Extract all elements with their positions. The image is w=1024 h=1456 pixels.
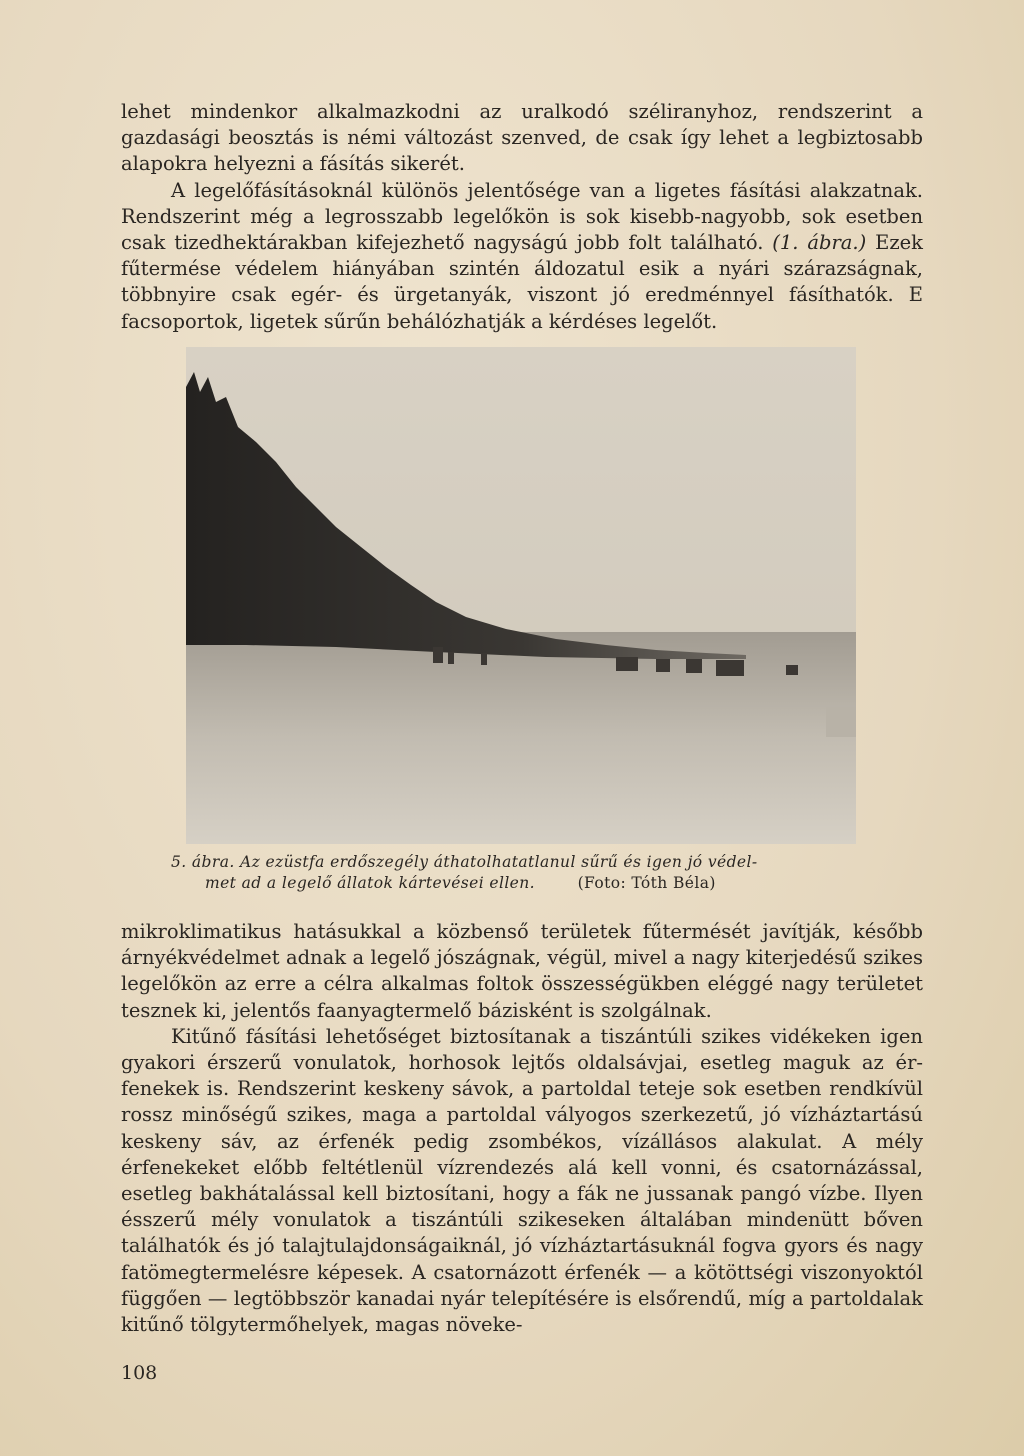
forest-edge-photo	[186, 347, 856, 844]
animal	[481, 653, 487, 665]
bottom-text-block	[121, 919, 923, 1338]
paragraph-continuation: lehet mindenkor alkalmazkodni az uralkodó széliranyhoz, rendszerint a gazdasági beosztás is némi változást szenved, de csak így lehet a legbiztosabb alapokra helyezni a fásítás sikerét.	[121, 100, 923, 176]
animal	[686, 659, 702, 673]
figure-photo	[186, 347, 856, 844]
figure-reference: (1. ábra.)	[772, 231, 867, 255]
figure-caption	[171, 852, 891, 894]
page-number: 108	[121, 1362, 158, 1384]
animal	[656, 659, 670, 672]
paragraph-mikroklimatikus: mikroklimatikus hatásukkal a közbenső területek fűtermését javítják, később árnyékvédelmet adnak a legelő jószágnak, végül, mivel a nagy kiterjedésű szikes legelőkön az erre a célra alkalmas foltok összességükben eléggé nagy területet tesznek ki, jelentős faanyagtermelő bázisként is szolgálnak.	[121, 920, 923, 1022]
animal	[448, 652, 454, 664]
paragraph-ligetes	[121, 178, 923, 335]
caption-text-1: Az ezüstfa erdőszegély áthatolhatatlanul sűrű és igen jó védel-	[239, 853, 758, 871]
animal	[786, 665, 798, 675]
animal	[433, 647, 443, 663]
paragraph-kituno: Kitűnő fásítási lehetőséget biztosítanak a tiszántúli szikes vidékeken igen gyakori érszerű vonulatok, horhosok lejtős oldalsávjai, esetleg maguk az ér-fenekek is. Rendszerint keskeny sávok, a partoldal teteje sok esetben rendkívül rossz minőségű szikes, maga a partoldal vályogos szerkezetű, jó vízháztartású keskeny sáv, az érfenék pedig zsombékos, vízállásos alakulat. A mély érfenekeket előbb feltétlenül vízrendezés alá kell vonni, és csatornázással, esetleg bakhátalással kell biztosítani, hogy a fák ne jussanak pangó vízbe. Ilyen ésszerű mély vonulatok a tiszántúli szikeseken általában mindenütt bőven találhatók és jó talajtulajdonságaiknál, jó vízháztartásuknál fogva gyors és nagy fatömegtermelésre képesek. A csatornázott érfenék — a kötöttségi viszonyoktól függően — legtöbbször kanadai nyár telepítésére is elsőrendű, míg a partoldalak kitűnő tölgytermőhelyek, magas növeke-	[121, 1024, 923, 1337]
top-text-block	[121, 99, 923, 335]
animal	[616, 657, 638, 671]
photo-credit: (Foto: Tóth Béla)	[577, 874, 716, 892]
caption-line-1	[171, 852, 891, 873]
paragraph-ligetes-text: A legelőfásításoknál különös jelentősége van a ligetes fásítási alakzatnak. Rendszerint még a legrosszabb legelőkön is sok kisebb-nagyobb, sok esetben csak tizedhektárakban kifejezhető nagyságú jobb folt található.	[121, 178, 923, 255]
caption-line-2	[171, 873, 891, 894]
caption-text-2: met ad a legelő állatok kártevései ellen.	[205, 874, 535, 892]
pasture-ground	[186, 632, 856, 844]
caption-label: 5. ábra.	[171, 853, 235, 871]
animal	[716, 660, 744, 676]
foreground-animal	[826, 707, 856, 737]
paragraph-ligetes-continued: Ezek fűtermése védelem hiányában szintén áldozatul esik a nyári szárazságnak, többnyire csak egér- és ürgetanyák, viszont jó eredménnyel fásíthatók. E facsoportok, ligetek sűrűn behálózhatják a kérdéses legelőt.	[121, 231, 923, 333]
